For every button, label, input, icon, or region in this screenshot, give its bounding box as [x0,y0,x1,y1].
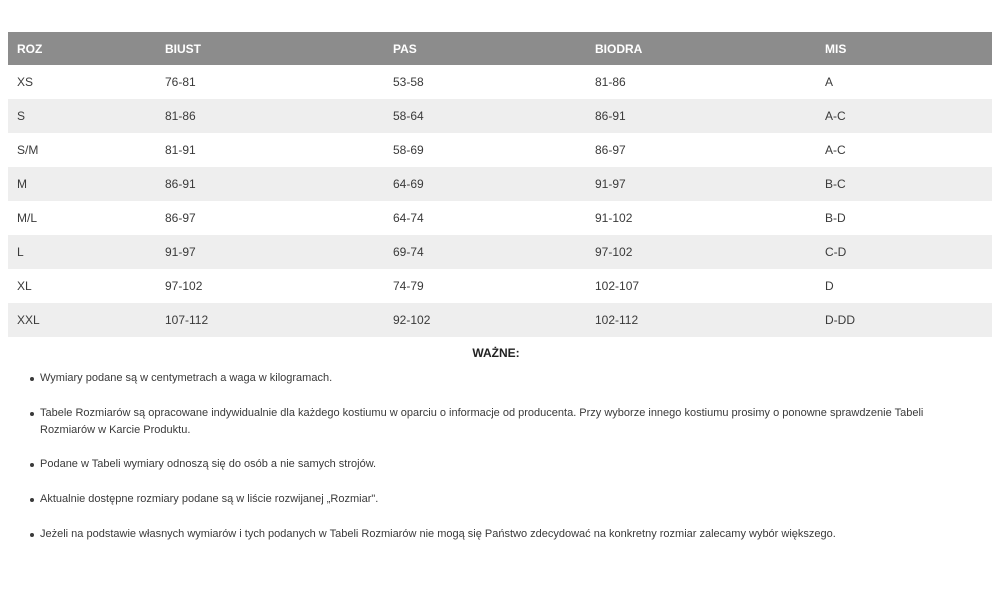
cell-waist: 64-69 [393,177,424,191]
note-text: Tabele Rozmiarów są opracowane indywidualnie dla każdego kostiumu w oparciu o informacje od producenta. Przy wyborze innego kostiumu prosimy o ponowne sprawdzenie Tabeli Rozmiarów w Karcie Produktu. [40,407,924,436]
cell-waist: 92-102 [393,313,431,327]
cell-bust: 91-97 [165,245,196,259]
cell-cup: C-D [825,245,847,259]
cell-cup: B-D [825,211,846,225]
cell-cup: A-C [825,109,846,123]
cell-bust: 86-91 [165,177,196,191]
cell-cup: A [825,75,834,89]
cell-size: S/M [17,143,39,157]
list-item [8,491,968,508]
cell-hips: 86-91 [595,109,626,123]
cell-size: M [17,177,27,191]
bullet-icon [30,463,34,467]
cell-size: S [17,109,26,123]
header-biust: BIUST [165,41,201,56]
note-text: Aktualnie dostępne rozmiary podane są w liście rozwijanej „Rozmiar". [40,493,379,505]
cell-cup: B-C [825,177,846,191]
list-item [8,456,968,473]
cell-size: XXL [17,313,40,327]
cell-waist: 53-58 [393,75,424,89]
cell-hips: 91-102 [595,211,633,225]
cell-waist: 58-64 [393,109,424,123]
bullet-icon [30,498,34,502]
cell-size: M/L [17,211,38,225]
cell-bust: 81-91 [165,143,196,157]
bullet-icon [30,412,34,416]
list-item [8,370,968,387]
header-roz: ROZ [17,41,43,56]
header-biodra: BIODRA [595,41,643,56]
cell-hips: 102-112 [595,313,639,327]
table-row [8,303,992,337]
cell-size: XL [17,279,32,293]
note-text: Wymiary podane są w centymetrach a waga w kilogramach. [40,372,333,384]
cell-hips: 91-97 [595,177,626,191]
cell-hips: 97-102 [595,245,633,259]
cell-waist: 58-69 [393,143,424,157]
cell-bust: 76-81 [165,75,196,89]
cell-cup: D-DD [825,313,855,327]
header-pas: PAS [393,41,417,56]
cell-bust: 86-97 [165,211,196,225]
cell-bust: 97-102 [165,279,203,293]
cell-bust: 107-112 [165,313,209,327]
table-row [8,201,992,235]
table-row [8,167,992,201]
cell-waist: 64-74 [393,211,424,225]
notes-list [8,370,968,543]
cell-bust: 81-86 [165,109,196,123]
important-heading: WAŻNE: [472,346,520,360]
list-item [8,526,968,543]
cell-size: L [17,245,24,259]
note-text: Podane w Tabeli wymiary odnoszą się do osób a nie samych strojów. [40,458,377,470]
table-row [8,99,992,133]
cell-hips: 86-97 [595,143,626,157]
table-row [8,235,992,269]
cell-size: XS [17,75,34,89]
size-table [8,32,992,337]
cell-cup: A-C [825,143,846,157]
table-row [8,269,992,303]
table-header-row [8,32,992,65]
bullet-icon [30,377,34,381]
size-chart [8,32,992,561]
table-row [8,65,992,99]
cell-waist: 69-74 [393,245,424,259]
list-item [8,405,968,439]
cell-hips: 102-107 [595,279,640,293]
note-text: Jeżeli na podstawie własnych wymiarów i tych podanych w Tabeli Rozmiarów nie mogą się Państwo zdecydować na konkretny rozmiar zalecamy wybór większego. [40,528,836,540]
cell-cup: D [825,279,834,293]
bullet-icon [30,533,34,537]
header-mis: MIS [825,41,847,56]
cell-hips: 81-86 [595,75,626,89]
table-row [8,133,992,167]
cell-waist: 74-79 [393,279,424,293]
